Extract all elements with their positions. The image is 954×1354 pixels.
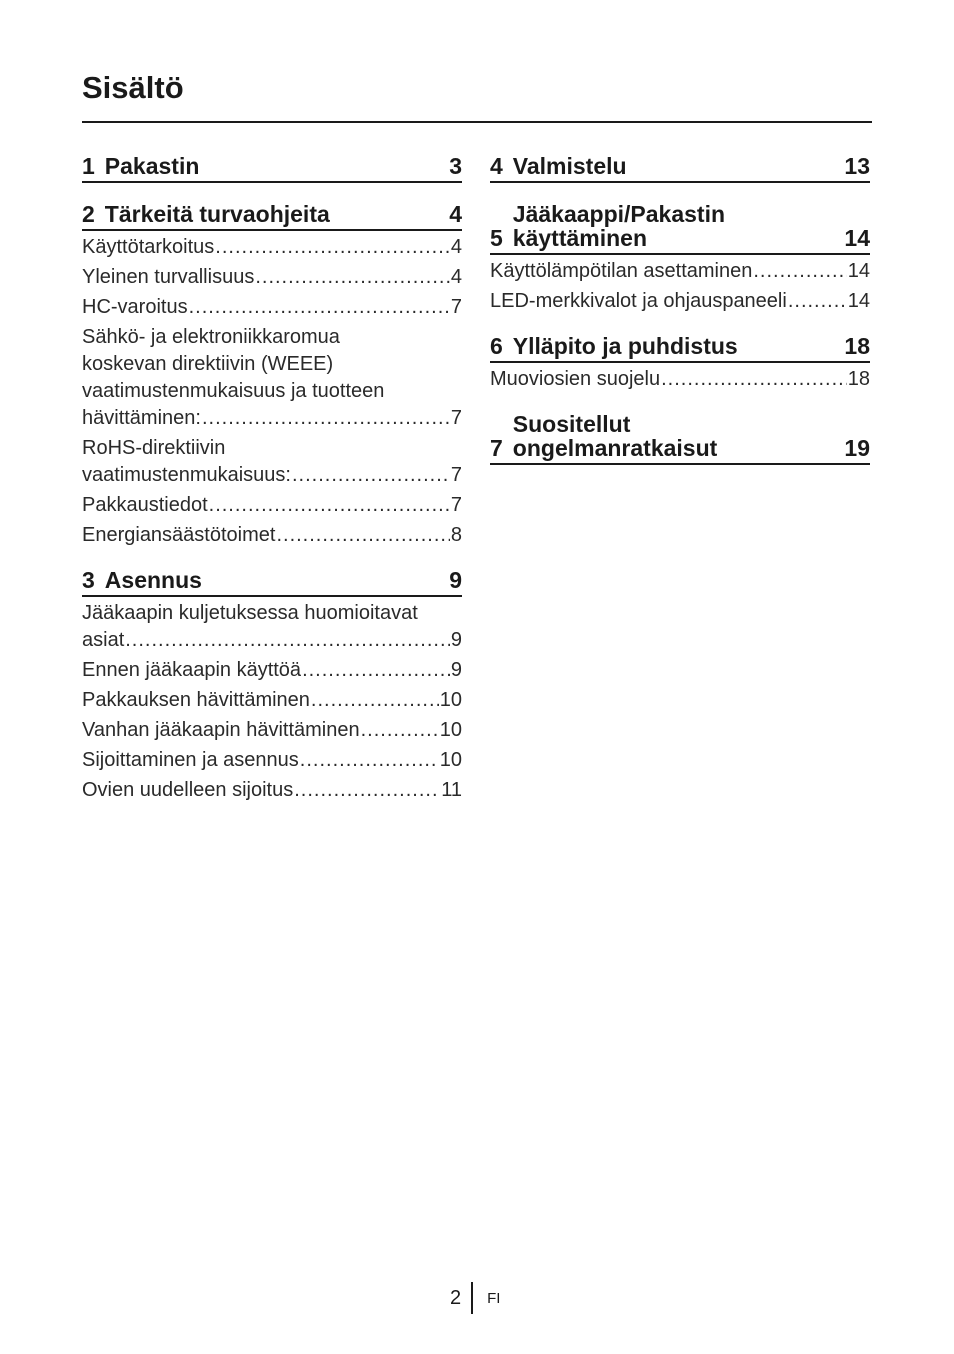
section-number: 1: [82, 153, 95, 179]
section-title: Asennus: [104, 567, 202, 593]
section-heading[interactable]: [490, 412, 870, 465]
section-title: Jääkaappi/Pakastin käyttäminen: [512, 201, 726, 251]
entry-list: [82, 234, 462, 549]
entry-text: Pakkauksen hävittäminen: [82, 689, 310, 711]
toc-entry[interactable]: [82, 717, 462, 744]
toc-entry[interactable]: [82, 294, 462, 321]
entry-page: 14: [847, 290, 870, 312]
entry-text: Käyttölämpötilan asettaminen: [490, 260, 753, 282]
dot-leader: [209, 492, 450, 519]
entry-text: asiat: [82, 629, 125, 651]
section-page: 3: [449, 153, 462, 179]
entry-text-line: vaatimustenmukaisuus ja tuotteen: [82, 380, 385, 402]
entry-text: Käyttötarkoitus: [82, 236, 215, 258]
entry-text: Pakkaustiedot: [82, 494, 208, 516]
toc-entry[interactable]: [82, 522, 462, 549]
entry-page: 7: [450, 494, 462, 516]
dot-leader: [189, 294, 450, 321]
entry-page: 7: [450, 407, 462, 429]
section-title: Suositellut ongelmanratkaisut: [512, 411, 718, 461]
section-number: 5: [490, 225, 503, 251]
section-heading[interactable]: [490, 154, 870, 183]
entry-page: 10: [439, 689, 462, 711]
toc-entry[interactable]: [82, 657, 462, 684]
dot-leader: [311, 687, 439, 714]
entry-last-line: [82, 687, 462, 714]
entry-page: 8: [450, 524, 462, 546]
toc-section: [82, 154, 462, 183]
entry-text: LED-merkkivalot ja ohjauspaneeli: [490, 290, 787, 312]
toc-right-column: [490, 154, 870, 484]
dot-leader: [255, 264, 450, 291]
section-page: 14: [844, 225, 870, 251]
entry-page: 18: [847, 368, 870, 390]
entry-page: 4: [450, 236, 462, 258]
toc-section: [490, 412, 870, 465]
entry-page: 14: [847, 260, 870, 282]
entry-page: 7: [450, 296, 462, 318]
toc-entry[interactable]: [82, 492, 462, 519]
entry-last-line: [490, 288, 870, 315]
entry-page: 10: [439, 719, 462, 741]
dot-leader: [300, 747, 439, 774]
section-title: Pakastin: [104, 153, 200, 179]
dot-leader: [276, 522, 449, 549]
entry-last-line: [82, 264, 462, 291]
dot-leader: [125, 627, 450, 654]
toc-entry[interactable]: [82, 324, 462, 432]
dot-leader: [361, 717, 439, 744]
entry-text: Yleinen turvallisuus: [82, 266, 255, 288]
toc-entry[interactable]: [82, 435, 462, 489]
section-page: 4: [449, 201, 462, 227]
entry-last-line: [82, 462, 462, 489]
section-number: 7: [490, 435, 503, 461]
entry-text-line: RoHS-direktiivin: [82, 437, 226, 459]
entry-page: 9: [450, 659, 462, 681]
entry-last-line: [82, 522, 462, 549]
entry-page: 9: [450, 629, 462, 651]
entry-text: vaatimustenmukaisuus:: [82, 464, 291, 486]
entry-page: 7: [450, 464, 462, 486]
entry-last-line: [82, 717, 462, 744]
section-heading[interactable]: [82, 154, 462, 183]
section-number: 3: [82, 567, 95, 593]
section-heading[interactable]: [82, 202, 462, 231]
section-heading[interactable]: [490, 334, 870, 363]
toc-entry[interactable]: [82, 234, 462, 261]
language-code: FI: [487, 1289, 501, 1307]
entry-last-line: [490, 366, 870, 393]
toc-section: [82, 202, 462, 549]
section-title: Valmistelu: [512, 153, 627, 179]
toc-entry[interactable]: [82, 747, 462, 774]
page-title: Sisältö: [82, 70, 184, 105]
toc-section: [490, 154, 870, 183]
entry-page: 4: [450, 266, 462, 288]
entry-last-line: [82, 405, 462, 432]
entry-text: Sijoittaminen ja asennus: [82, 749, 299, 771]
section-page: 9: [449, 567, 462, 593]
toc-entry[interactable]: [490, 288, 870, 315]
entry-text: Ennen jääkaapin käyttöä: [82, 659, 302, 681]
entry-last-line: [82, 234, 462, 261]
entry-list: [490, 258, 870, 315]
toc-section: [490, 202, 870, 315]
toc-entry[interactable]: [82, 777, 462, 804]
entry-text: Muoviosien suojelu: [490, 368, 661, 390]
entry-list: [82, 600, 462, 804]
section-number: 4: [490, 153, 503, 179]
section-page: 18: [844, 333, 870, 359]
toc-entry[interactable]: [82, 687, 462, 714]
entry-text-line: koskevan direktiivin (WEEE): [82, 353, 334, 375]
entry-last-line: [82, 627, 462, 654]
entry-text: Ovien uudelleen sijoitus: [82, 779, 294, 801]
dot-leader: [294, 777, 440, 804]
dot-leader: [302, 657, 450, 684]
page-footer: [450, 1282, 500, 1314]
page-number: 2: [450, 1286, 462, 1309]
toc-section: [490, 334, 870, 393]
section-title: Ylläpito ja puhdistus: [512, 333, 738, 359]
section-title: Tärkeitä turvaohjeita: [104, 201, 330, 227]
section-page: 13: [844, 153, 870, 179]
entry-last-line: [82, 747, 462, 774]
toc-left-column: [82, 154, 462, 823]
toc-entry[interactable]: [490, 366, 870, 393]
title-divider: [82, 121, 872, 123]
entry-list: [490, 366, 870, 393]
entry-text-line: Jääkaapin kuljetuksessa huomioitavat: [82, 602, 418, 624]
toc-entry[interactable]: [82, 600, 462, 654]
section-page: 19: [844, 435, 870, 461]
entry-text: Vanhan jääkaapin hävittäminen: [82, 719, 360, 741]
entry-last-line: [82, 657, 462, 684]
entry-page: 11: [441, 779, 462, 801]
dot-leader: [215, 234, 450, 261]
toc-entry[interactable]: [82, 264, 462, 291]
dot-leader: [753, 258, 846, 285]
entry-page: 10: [439, 749, 462, 771]
section-number: 2: [82, 201, 95, 227]
entry-text: Energiansäästötoimet: [82, 524, 276, 546]
section-number: 6: [490, 333, 503, 359]
section-heading[interactable]: [490, 202, 870, 255]
entry-text: hävittäminen:: [82, 407, 201, 429]
entry-last-line: [82, 294, 462, 321]
entry-last-line: [82, 777, 462, 804]
dot-leader: [292, 462, 450, 489]
toc-entry[interactable]: [490, 258, 870, 285]
entry-last-line: [82, 492, 462, 519]
entry-text: HC-varoitus: [82, 296, 188, 318]
dot-leader: [202, 405, 450, 432]
toc-section: [82, 568, 462, 804]
dot-leader: [788, 288, 847, 315]
section-heading[interactable]: [82, 568, 462, 597]
entry-text-line: Sähkö- ja elektroniikkaromua: [82, 326, 340, 348]
dot-leader: [661, 366, 847, 393]
entry-last-line: [490, 258, 870, 285]
